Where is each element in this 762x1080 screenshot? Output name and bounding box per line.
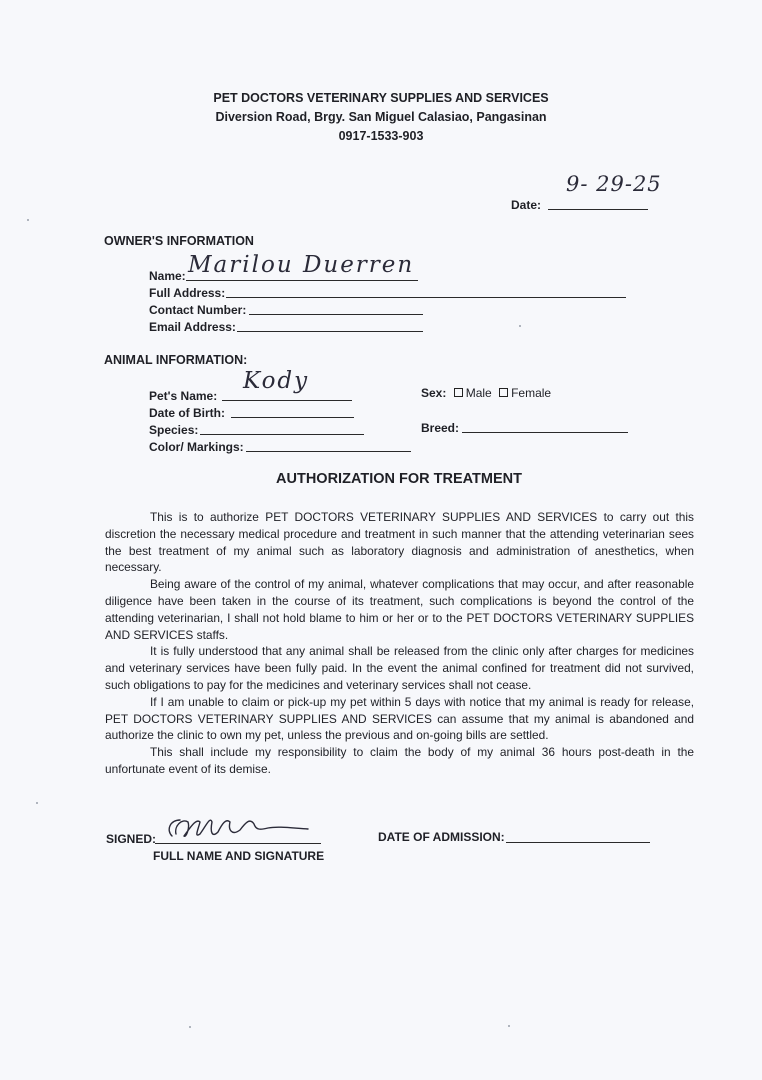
scan-speck	[36, 802, 38, 804]
date-label: Date:	[511, 198, 542, 212]
email-label: Email Address:	[149, 320, 236, 334]
scan-speck	[189, 1026, 191, 1028]
address-line[interactable]	[226, 297, 626, 298]
signed-label: SIGNED:	[106, 832, 157, 846]
female-label: Female	[511, 386, 552, 400]
contact-line[interactable]	[249, 314, 423, 315]
sex-field	[421, 386, 551, 400]
species-label: Species:	[149, 423, 199, 437]
email-line[interactable]	[237, 331, 423, 332]
authorization-body	[105, 509, 694, 778]
scan-speck	[519, 325, 521, 327]
owner-name-handwritten: Marilou Duerren	[188, 252, 415, 278]
breed-line[interactable]	[462, 432, 628, 433]
paragraph: Being aware of the control of my animal, whatever complications that may occur, and after reasonable diligence have been taken in the course of its treatment, such complications is beyond the control of the attending veterinarian, I shall not hold blame to him or her or to the PET DOCTORS VETERINARY SUPPLIES AND SERVICES staffs.	[105, 577, 694, 642]
admission-line[interactable]	[506, 842, 650, 843]
signature-caption: FULL NAME AND SIGNATURE	[153, 849, 325, 863]
male-checkbox[interactable]	[454, 388, 463, 397]
scan-speck	[27, 219, 29, 221]
pet-name-handwritten: Kody	[243, 368, 310, 394]
clinic-address: Diversion Road, Brgy. San Miguel Calasiao, Pangasinan	[215, 110, 547, 124]
pet-name-line[interactable]	[222, 400, 352, 401]
paragraph: This is to authorize PET DOCTORS VETERINARY SUPPLIES AND SERVICES to carry out this discretion the necessary medical procedure and treatment in such manner that the attending veterinarian sees the best treatment of my animal such as laboratory diagnosis and administration of anesthetics, when necessary.	[105, 510, 694, 575]
color-label: Color/ Markings:	[149, 440, 244, 454]
authorization-title: AUTHORIZATION FOR TREATMENT	[276, 471, 522, 487]
date-line[interactable]	[548, 209, 648, 210]
dob-label: Date of Birth:	[149, 406, 225, 420]
admission-label: DATE OF ADMISSION:	[378, 830, 505, 844]
owner-heading: OWNER'S INFORMATION	[104, 234, 254, 248]
date-handwritten: 9- 29-25	[566, 172, 662, 196]
signature-scribble	[160, 808, 320, 848]
paragraph: It is fully understood that any animal shall be released from the clinic only after charges for medicines and veterinary services have been fully paid. In the event the animal confined for treatment did not survived, such obligations to pay for the medicines and veterinary services shall not cease.	[105, 644, 694, 692]
male-label: Male	[465, 386, 492, 400]
name-line[interactable]	[186, 280, 418, 281]
paragraph: If I am unable to claim or pick-up my pet within 5 days with notice that my animal is ready for release, PET DOCTORS VETERINARY SUPPLIES AND SERVICES can assume that my animal is abandoned and authorize the clinic to own my pet, unless the previous and on-going bills are settled.	[105, 694, 694, 743]
female-checkbox[interactable]	[499, 388, 508, 397]
sex-label: Sex:	[421, 386, 447, 400]
clinic-phone: 0917-1533-903	[338, 129, 424, 143]
name-label: Name:	[149, 269, 186, 283]
clinic-name: PET DOCTORS VETERINARY SUPPLIES AND SERVICES	[213, 91, 549, 105]
paragraph: This shall include my responsibility to claim the body of my animal 36 hours post-death in the unfortunate event of its demise.	[105, 745, 694, 776]
contact-label: Contact Number:	[149, 303, 247, 317]
dob-line[interactable]	[231, 417, 354, 418]
address-label: Full Address:	[149, 286, 226, 300]
color-line[interactable]	[246, 451, 411, 452]
pet-name-label: Pet's Name:	[149, 389, 218, 403]
scan-speck	[508, 1025, 510, 1027]
breed-label: Breed:	[421, 421, 460, 435]
species-line[interactable]	[200, 434, 364, 435]
animal-heading: ANIMAL INFORMATION:	[104, 353, 248, 367]
